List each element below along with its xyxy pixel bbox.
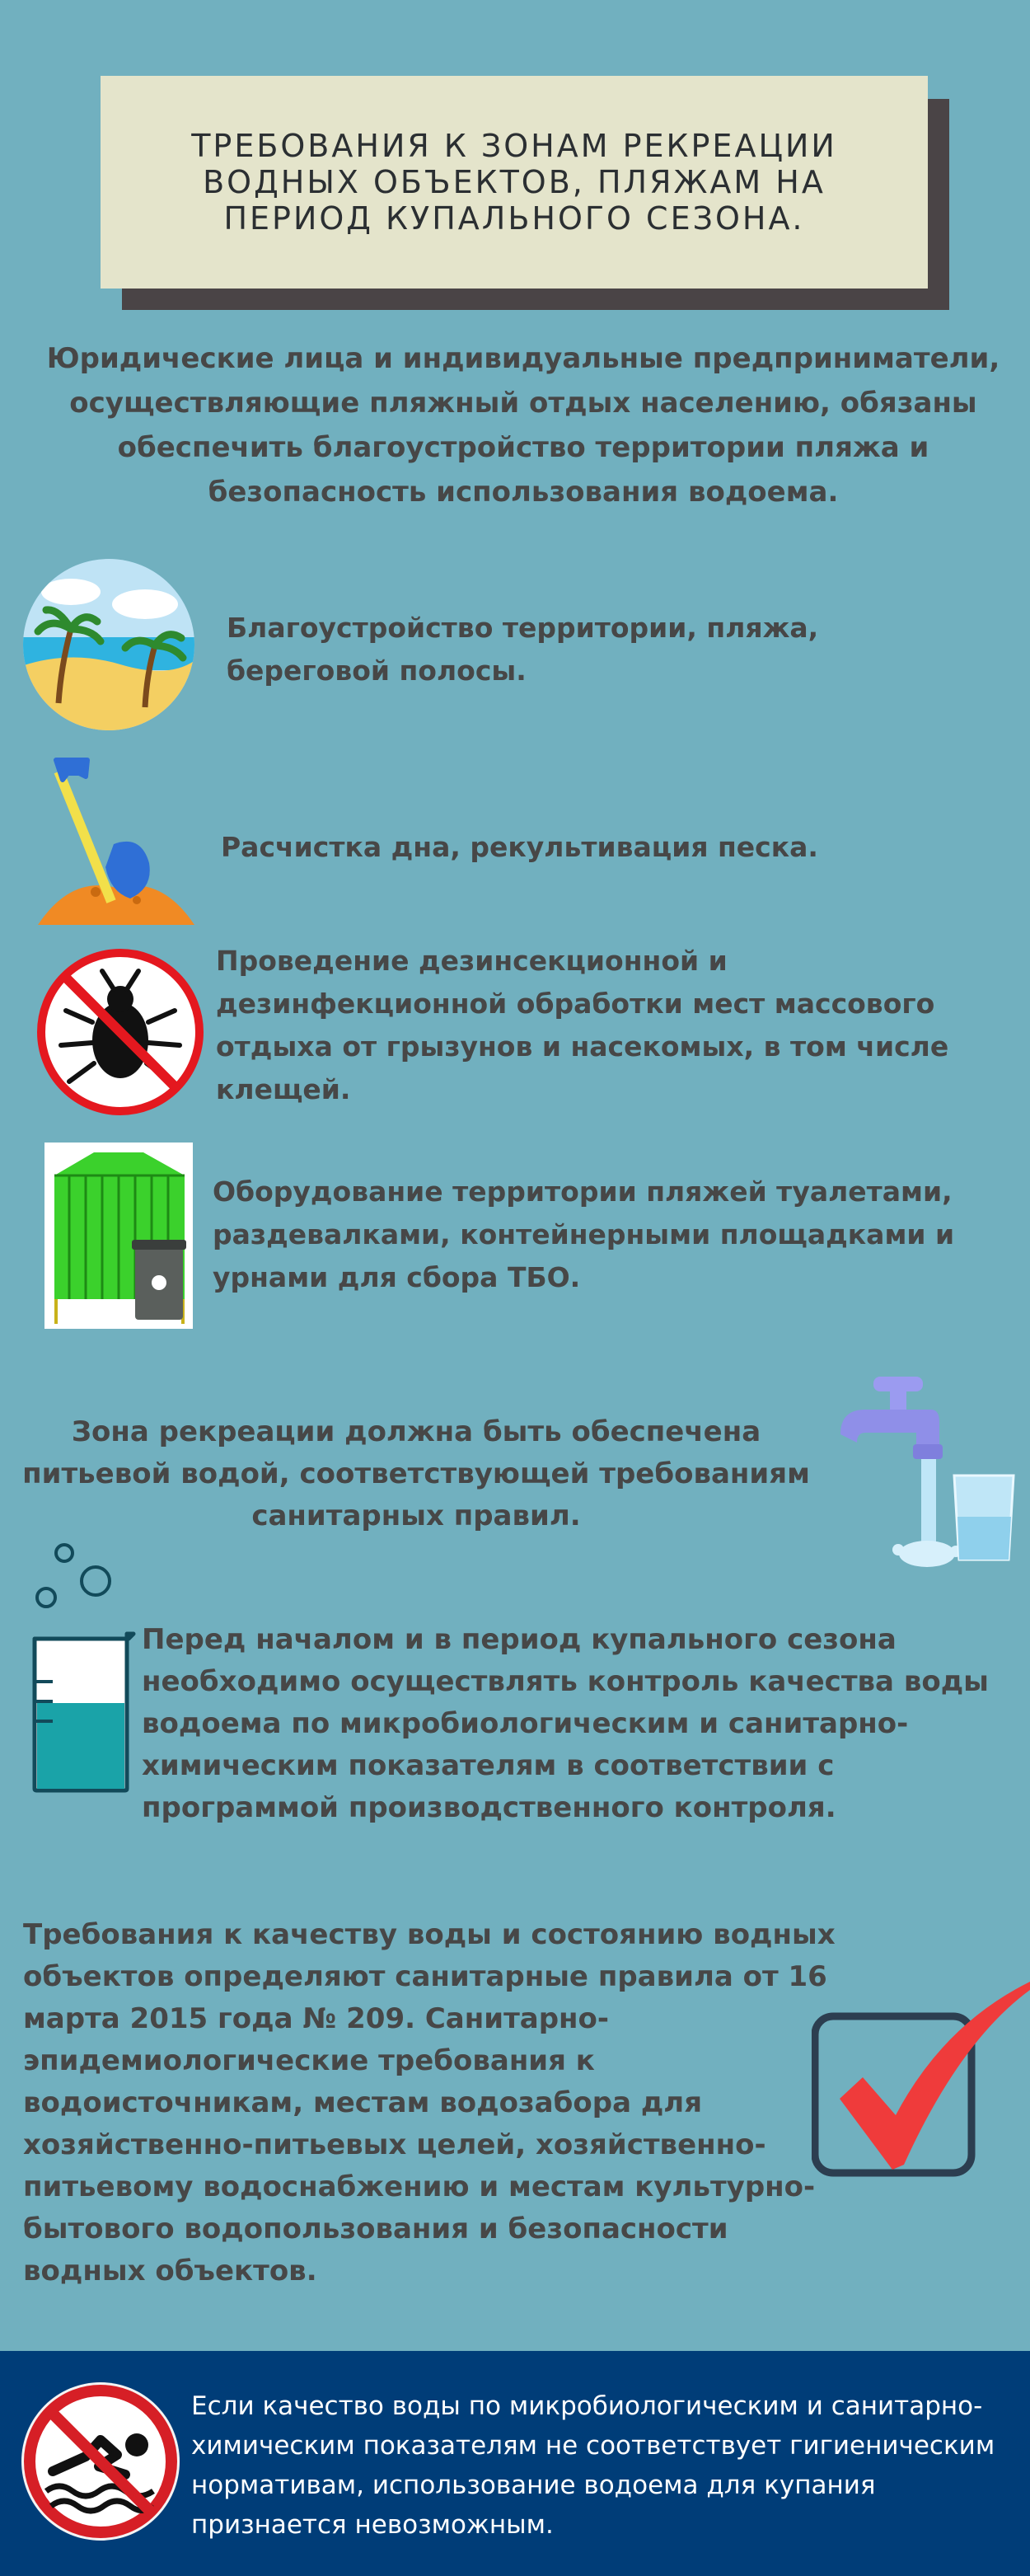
beach-icon [21,559,196,730]
checkmark-icon [812,1975,1030,2183]
drinking-water-text: Зона рекреации должна быть обеспечена питьевой водой, соответствующей требованиям санитарных правил. [22,1415,810,1532]
regulations-text: Требования к качеству воды и состоянию водных объектов определяют санитарные правила от 16 марта 2015 года № 209. Санитарно-эпидемиологические требования к водоисточникам, местам водозабора для хозяйственно-питьевых целей, хозяйственно-питьевому водоснабжению и местам культурно-бытового водопользования и безопасности водных объектов. [23,1918,836,2287]
no-swimming-icon [20,2381,181,2542]
water-control-text: Перед началом и в период купального сезона необходимо осуществлять контроль качества воды водоема по микробиологическим и санитарно-химическим показателям в соответствии с программой производственного контроля. [142,1623,989,1824]
item-insects-text: Проведение дезинсекционной и дезинфекционной обработки мест массового отдыха от грызунов и насекомых, в том числе клещей. [216,945,949,1105]
page-title: ТРЕБОВАНИЯ К ЗОНАМ РЕКРЕАЦИИ ВОДНЫХ ОБЪЕКТОВ, ПЛЯЖАМ НА ПЕРИОД КУПАЛЬНОГО СЕЗОНА. [191,128,837,237]
title-banner [101,76,928,289]
water-tap-icon [840,1368,1015,1583]
shovel-icon [38,752,194,927]
no-insects-icon [36,948,204,1116]
intro-text: Юридические лица и индивидуальные предприниматели, осуществляющие пляжный отдых населению, обязаны обеспечить благоустройство территории пляжа и безопасность использования водоема. [46,342,1000,509]
footer-text: Если качество воды по микробиологическим и санитарно-химическим показателям не соответствует гигиеническим нормативам, использование водоема для купания признается невозможным. [191,2391,995,2540]
beaker-icon [30,1541,138,1794]
item-cabins-text: Оборудование территории пляжей туалетами, раздевалками, контейнерными площадками и урнами для сбора ТБО. [213,1175,955,1293]
toilet-cabins-icon [44,1143,193,1329]
item-beach-text: Благоустройство территории, пляжа, береговой полосы. [227,612,819,687]
item-shovel-text: Расчистка дна, рекультивация песка. [221,831,818,863]
